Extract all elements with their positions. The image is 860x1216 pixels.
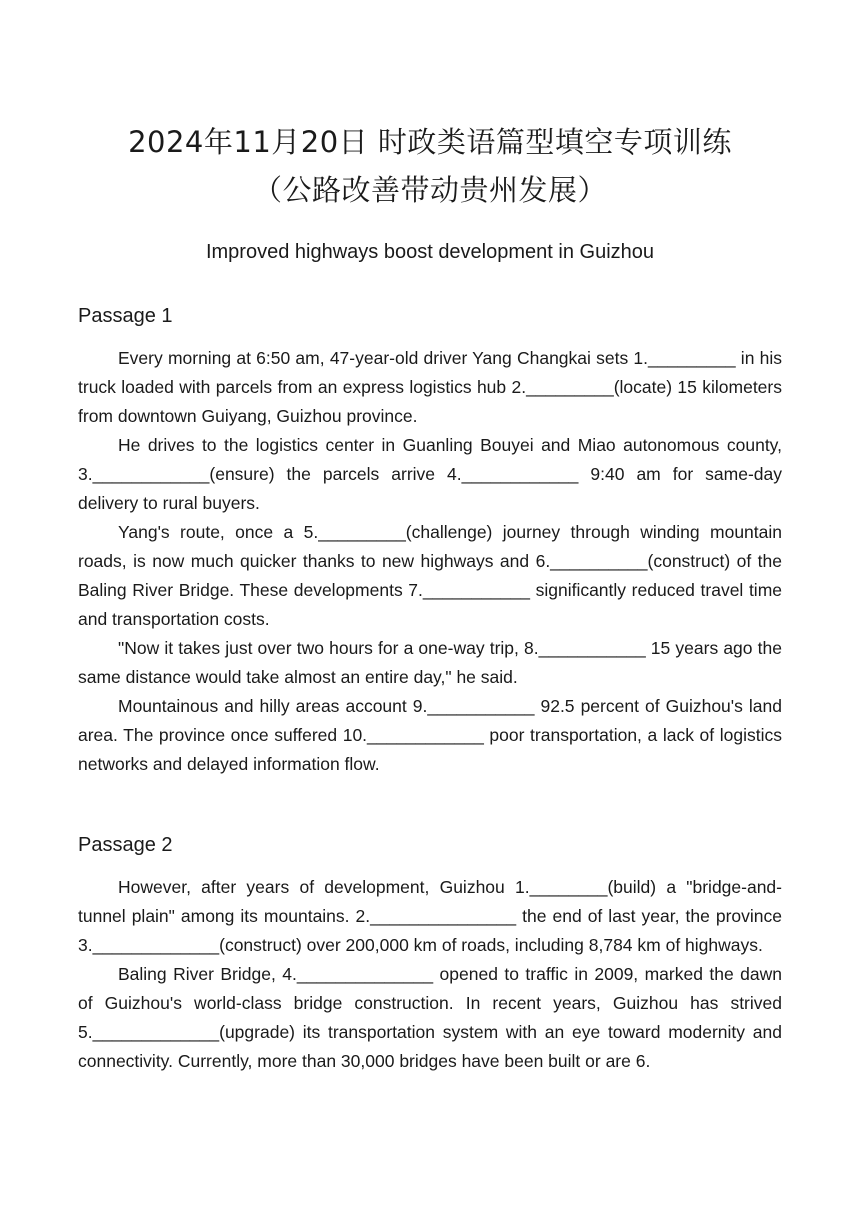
passage-1-paragraph-2: He drives to the logistics center in Guanling Bouyei and Miao autonomous county, 3.____________(ensure) the parcels arrive 4.____________ 9:40 am for same-day delivery to rural buyers. — [78, 435, 782, 513]
passage-2-paragraph-2: Baling River Bridge, 4.______________ opened to traffic in 2009, marked the dawn of Guizhou's world-class bridge construction. In recent years, Guizhou has strived 5._____________(upgrade) its transportation system with an eye toward modernity and connectivity. Currently, more than 30,000 bridges have been built or are 6. — [78, 964, 782, 1071]
passage-2 — [78, 831, 782, 1076]
passage-1-paragraph-1: Every morning at 6:50 am, 47-year-old driver Yang Changkai sets 1._________ in his truck loaded with parcels from an express logistics hub 2._________(locate) 15 kilometers from downtown Guiyang, Guizhou province. — [78, 348, 782, 426]
passage-1-paragraph-5: Mountainous and hilly areas account 9.___________ 92.5 percent of Guizhou's land area. The province once suffered 10.____________ poor transportation, a lack of logistics networks and delayed information flow. — [78, 696, 782, 774]
passage-1-paragraph-3: Yang's route, once a 5._________(challenge) journey through winding mountain roads, is now much quicker thanks to new highways and 6.__________(construct) of the Baling River Bridge. These developments 7.___________ significantly reduced travel time and transportation costs. — [78, 522, 782, 629]
passage-2-paragraph-1: However, after years of development, Guizhou 1.________(build) a "bridge-and-tunnel plain" among its mountains. 2._______________ the end of last year, the province 3._____________(construct) over 200,000 km of roads, including 8,784 km of highways. — [78, 877, 782, 955]
subtitle: Improved highways boost development in Guizhou — [205, 241, 655, 263]
title-line-2: （公路改善带动贵州发展） — [252, 173, 607, 207]
title-line-1: 2024年11月20日 时政类语篇型填空专项训练 — [128, 125, 732, 159]
passage-1 — [78, 302, 782, 779]
passage-2-heading: Passage 2 — [78, 834, 173, 856]
document-page — [78, 118, 782, 1076]
passage-1-paragraph-4: "Now it takes just over two hours for a one-way trip, 8.___________ 15 years ago the same distance would take almost an entire day," he said. — [78, 638, 782, 687]
passage-1-heading: Passage 1 — [78, 305, 173, 327]
